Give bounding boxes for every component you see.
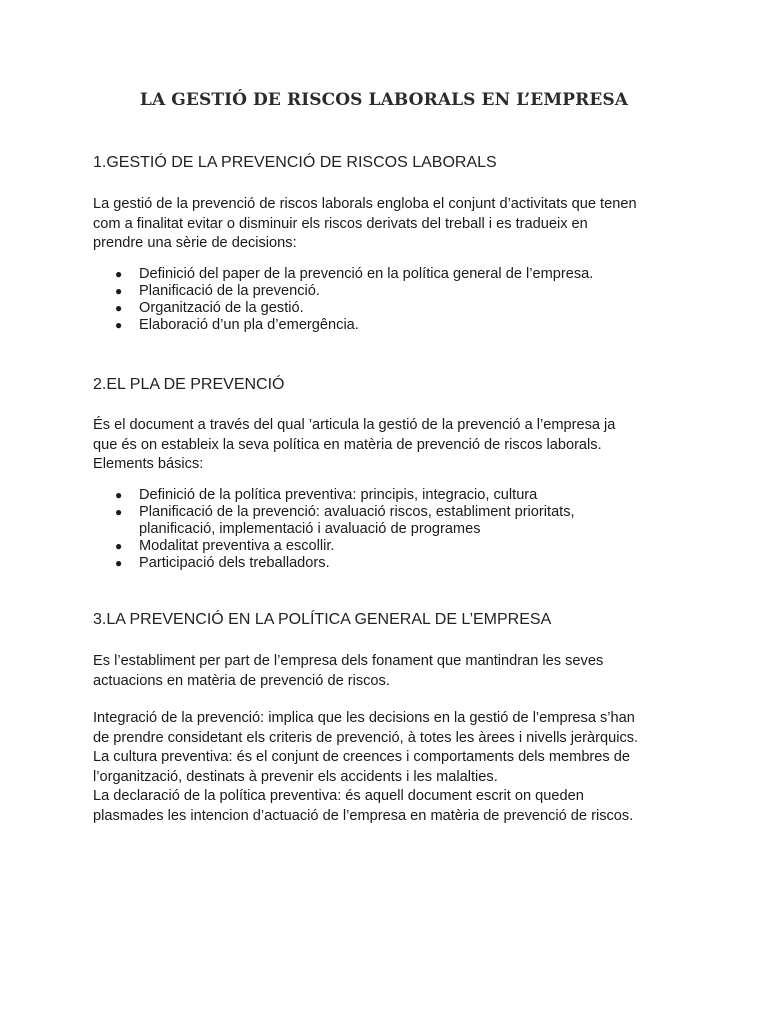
list-item	[93, 555, 683, 572]
bullet-icon: ●	[115, 301, 123, 315]
bullet-icon: ●	[115, 539, 123, 553]
paragraph-line: prendre una sèrie de decisions:	[93, 235, 297, 251]
section-heading-3: 3.LA PREVENCIÓ EN LA POLÍTICA GENERAL DE L’EMPRESA	[93, 611, 552, 628]
bullet-icon: ●	[115, 556, 123, 570]
section-heading-1: 1.GESTIÓ DE LA PREVENCIÓ DE RISCOS LABORALS	[93, 154, 497, 171]
bullet-icon: ●	[115, 284, 123, 298]
paragraph-line: que és on estableix la seva política en matèria de prevenció de riscos laborals.	[93, 436, 602, 453]
section-3-paragraph	[93, 652, 683, 691]
list-item	[93, 538, 683, 555]
list-item	[93, 283, 683, 300]
bullet-icon: ●	[115, 267, 123, 281]
list-item	[93, 504, 683, 538]
paragraph-line: La gestió de la prevenció de riscos laborals engloba el conjunt d’activitats que tenen	[93, 196, 637, 212]
list-item-text: Planificació de la prevenció: avaluació riscos, establiment prioritats,	[139, 504, 575, 520]
paragraph-line: plasmades les intencion d’actuació de l’empresa en matèria de prevenció de riscos.	[93, 807, 634, 824]
list-item-text: Modalitat preventiva a escollir.	[139, 538, 335, 554]
paragraph-line: de prendre considetant els criteris de prevenció, à totes les àrees i nivells jeràrquics.	[93, 729, 639, 746]
section-2-bullet-list	[93, 487, 683, 572]
list-item-text: Organització de la gestió.	[139, 300, 304, 316]
paragraph-line: És el document a través del qual ’articula la gestió de la prevenció a l’empresa ja	[93, 417, 616, 433]
paragraph-line: La declaració de la política preventiva: és aquell document escrit on queden	[93, 788, 584, 804]
document-title: LA GESTIÓ DE RISCOS LABORALS EN L’EMPRESA	[139, 90, 629, 110]
section-1-paragraph	[93, 195, 683, 254]
section-heading-2: 2.EL PLA DE PREVENCIÓ	[93, 376, 285, 393]
paragraph-line: Es l’establiment per part de l’empresa dels fonament que mantindran les seves	[93, 653, 604, 669]
list-item	[93, 317, 683, 334]
list-item-text: Definició del paper de la prevenció en la política general de l’empresa.	[139, 266, 594, 282]
paragraph-line: Elements básics:	[93, 456, 204, 472]
paragraph-line: actuacions en matèria de prevenció de riscos.	[93, 672, 390, 689]
list-item-text: Elaboració d’un pla d’emergência.	[139, 317, 359, 333]
bullet-icon: ●	[115, 318, 123, 332]
paragraph-line: l’organització, destinats à prevenir els accidents i les malalties.	[93, 768, 498, 785]
paragraph-line: La cultura preventiva: és el conjunt de creences i comportaments dels membres de	[93, 749, 630, 765]
paragraph-line: Integració de la prevenció: implica que les decisions en la gestió de l’empresa s’han	[93, 710, 635, 726]
section-2-paragraph	[93, 416, 683, 475]
section-1-bullet-list	[93, 266, 683, 334]
list-item	[93, 266, 683, 283]
paragraph-line: com a finalitat evitar o disminuir els riscos derivats del treball i es tradueix en	[93, 215, 588, 232]
list-item	[93, 487, 683, 504]
bullet-icon: ●	[115, 505, 123, 519]
section-3-paragraph-2	[93, 709, 683, 826]
list-item-text: Participació dels treballadors.	[139, 555, 330, 571]
list-item	[93, 300, 683, 317]
list-item-text: Planificació de la prevenció.	[139, 283, 320, 299]
list-item-text: planificació, implementació i avaluació de programes	[139, 521, 481, 537]
bullet-icon: ●	[115, 488, 123, 502]
list-item-text: Definició de la política preventiva: principis, integracio, cultura	[139, 487, 538, 503]
